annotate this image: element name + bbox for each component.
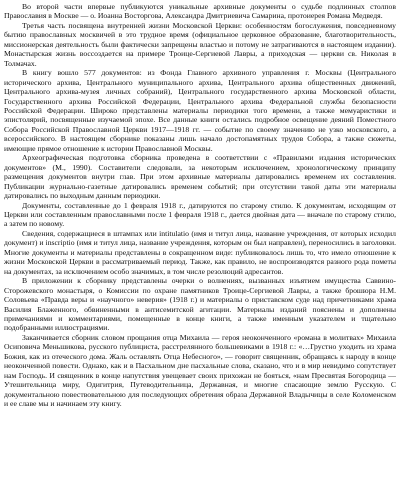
paragraph: Во второй части впервые публикуются уникальные архивные документы о судьбе подлинных столпов Православия в Москве — о. Иоанна Восторгова, Александра Дмитриевича Самарина, протоиерея Романа Медведя. xyxy=(4,2,396,21)
paragraph: Документы, составленные до 1 февраля 1918 г., датируются по старому стилю. К документам, исходящим от Церкви или составленным православными после 1 февраля 1918 г., дается двойная дата — вначале по старому стилю, а затем по новому. xyxy=(4,200,396,229)
paragraph: Заканчивается сборник словом прощания отца Михаила — героя неоконченного «романа в молитвах» Михаила Осиповича Меньшикова, русского публициста, расстрелянного большевиками в 1918 г.: «…Грустно уходить из храма Божия, как из отеческого дома. Жаль оставлять Отца Небесного», — говорит священник, обращаясь к народу в конце неоконченной повести. Однако, как и в Пасхальном дне пасхальные слова, сказано, что и в мир невидимо сопутствует нам Господь. И священник в конце напутствия увещевает своих прихожан не бояться, «нам Пресвятая Богородица — Утешительница миру, Одигитрия, Путеводительница, Державная, и многие спасающие землю Русскую. С документальною повествовательною для последующих обретения образа Державной Владычицы в селе Коломенском и ее славе мы и начинаем эту книгу. xyxy=(4,332,396,409)
paragraph: В книгу вошло 577 документов: из Фонда Главного архивного управления г. Москвы (Центрального исторического архива, Центрального муниципального архива, Центрального архива общественных движений, Центрального архива-музея личных собраний), Центрального государственного архива Московской области, Государственного архива Российской Федерации, Центрального архива Федеральной службы безопасности Российской Федерации. Широко представлены материалы периодики того времени, а также мемуаристики и эпистолярий, посвященные изучаемой эпохе. Все данные книги остались подробное освещение деяний Поместного Собора Российской Православной Церкви 1917—1918 гг. — событие по своему значению не узко московского, а всероссийского. В настоящем сборнике показаны лишь начало достопамятных трудов Собора, а также сюжеты, имеющие прямое отношение к истории Православной Москвы. xyxy=(4,68,396,153)
paragraph: Третья часть посвящена внутренней жизни Московской Церкви: особенностям богослужения, повседневному бытию православных москвичей в это трудное время (официальное церковное образование, благотворительность, миссионерская деятельность были фактически запрещены властью и потому не затрагиваются в настоящем издании). Монастырская жизнь воссоздается на примере Троице-Сергиевой Лавры, а приходская — церкви св. Николая в Толмачах. xyxy=(4,20,396,68)
paragraph: В приложении к сборнику представлены очерки о волнениях, вызванных изъятием имущества Саввино-Сторожевского монастыря, о Комиссии по охране памятников Троице-Сергиевой Лавры, а также брошюра Н.М. Соловьева «Правда веры и «научного» неверия» (1918 г.) и материалы о приставском суде над причетниками храма Василия Блаженного, обвиненными в антисемитской агитации. Материалы изданий пояснены и дополнены примечаниями и комментариями, помещенные в конце книги, а также именным указателем и тщательно подобранными иллюстрациями. xyxy=(4,276,396,333)
paragraph: Археографическая подготовка сборника проведена в соответствии с «Правилами издания исторических документов» (М., 1990). Составители следовали, за некоторым исключением, хронологическому принципу размещения документов внутри глав. При этом архивные материалы датировались временем их составления. Публикации журнально-газетные датировались временем событий; при отсутствии такой даты эти материалы датировались по выходным данным периодики. xyxy=(4,153,396,201)
paragraph: Сведения, содержащиеся в штампах или intitulatio (имя и титул лица, название учреждения, от которых исходил документ) и inscriptio (имя и титул лица, название учреждения, которым он был направлен), переносились в заголовки. Многие документы и материалы представлены в сокращенном виде: публиковалось лишь то, что имело отношение к жизни Московской Церкви в рассматриваемый период. Также, как правило, не воспроизводятся разного рода пометы на документах, за исключением особо значимых, в том числе резолюций адресантов. xyxy=(4,228,396,276)
